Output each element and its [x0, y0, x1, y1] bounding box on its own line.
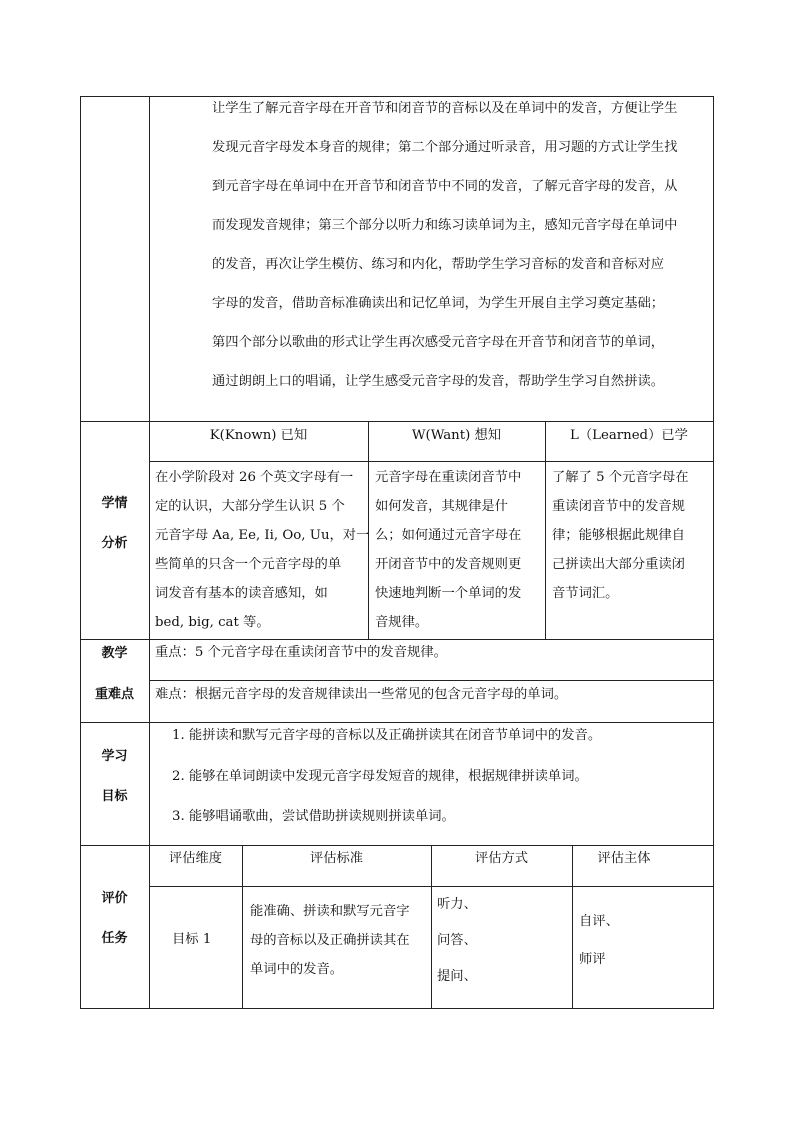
paragraph-line: 发现元音字母发本身音的规律；第二个部分通过听录音，用习题的方式让学生找 — [212, 140, 678, 155]
eval-methods: 听力、 问答、 提问、 — [437, 897, 477, 984]
key-points-label-1: 教学 — [101, 646, 128, 661]
eval-header-method: 评估方式 — [474, 851, 529, 866]
paragraph-line: 到元音字母在单词中在开音节和闭音节中不同的发音，了解元音字母的发音，从 — [212, 179, 678, 194]
eval-dimension: 目标 1 — [172, 932, 212, 947]
want-header: W(Want) 想知 — [411, 428, 502, 443]
known-header: K(Known) 已知 — [209, 428, 308, 443]
focus-text: 重点：5 个元音字母在重读闭音节中的发音规律。 — [155, 645, 447, 660]
paragraph-line: 通过朗朗上口的唱诵，让学生感受元音字母的发音，帮助学生学习自然拼读。 — [212, 374, 665, 389]
paragraph-line: 的发音，再次让学生模仿、练习和内化，帮助学生学习音标的发音和音标对应 — [212, 257, 665, 272]
objective-item: 2. 能够在单词朗读中发现元音字母发短音的规律，根据规律拼读单词。 — [172, 769, 588, 784]
objective-item: 3. 能够唱诵歌曲，尝试借助拼读规则拼读单词。 — [172, 809, 455, 824]
eval-standard: 能准确、拼读和默写元音字 母的音标以及正确拼读其在 单词中的发音。 — [250, 904, 410, 977]
learned-text: 了解了 5 个元音字母在 重读闭音节中的发音规 律；能够根据此规律自 己拼读出大部分重读闭 音节词汇。 — [552, 470, 689, 601]
objectives-label-2: 目标 — [101, 789, 128, 804]
evaluation-label-2: 任务 — [101, 931, 128, 946]
eval-header-subject: 评估主体 — [597, 851, 651, 866]
eval-subjects: 自评、 师评 — [579, 914, 619, 967]
objective-item: 1. 能拼读和默写元音字母的音标以及正确拼读其在闭音节单词中的发音。 — [172, 728, 602, 743]
paragraph-line: 让学生了解元音字母在开音节和闭音节的音标以及在单词中的发音，方便让学生 — [212, 101, 678, 116]
want-text: 元音字母在重读闭音节中 如何发音，其规律是什 么；如何通过元音字母在 开闭音节中的发音规则更 快速地判断一个单词的发 音规律。 — [375, 470, 522, 630]
difficulty-text: 难点：根据元音字母的发音规律读出一些常见的包含元音字母的单词。 — [155, 687, 568, 702]
paragraph-line: 字母的发音，借助音标准确读出和记忆单词，为学生开展自主学习奠定基础； — [212, 296, 665, 311]
known-text: 在小学阶段对 26 个英文字母有一 定的认识，大部分学生认识 5 个 元音字母 Aa, Ee, Ii, Oo, Uu，对一 些简单的只含一个元音字母的单 词发音有基本的读音感知，如 bed, big, cat 等。 — [155, 470, 370, 630]
evaluation-label-1: 评价 — [101, 891, 128, 906]
learned-header: L（Learned）已学 — [570, 428, 688, 443]
eval-header-dimension: 评估维度 — [168, 851, 223, 866]
key-points-label-2: 重难点 — [94, 687, 134, 702]
paragraph-line: 而发现发音规律；第三个部分以听力和练习读单词为主，感知元音字母在单词中 — [212, 218, 678, 233]
objectives-label-1: 学习 — [101, 749, 128, 764]
eval-header-standard: 评估标准 — [309, 851, 364, 866]
analysis-label-1: 学情 — [101, 496, 128, 511]
analysis-label-2: 分析 — [101, 536, 128, 551]
paragraph-line: 第四个部分以歌曲的形式让学生再次感受元音字母在开音节和闭音节的单词， — [212, 335, 665, 350]
